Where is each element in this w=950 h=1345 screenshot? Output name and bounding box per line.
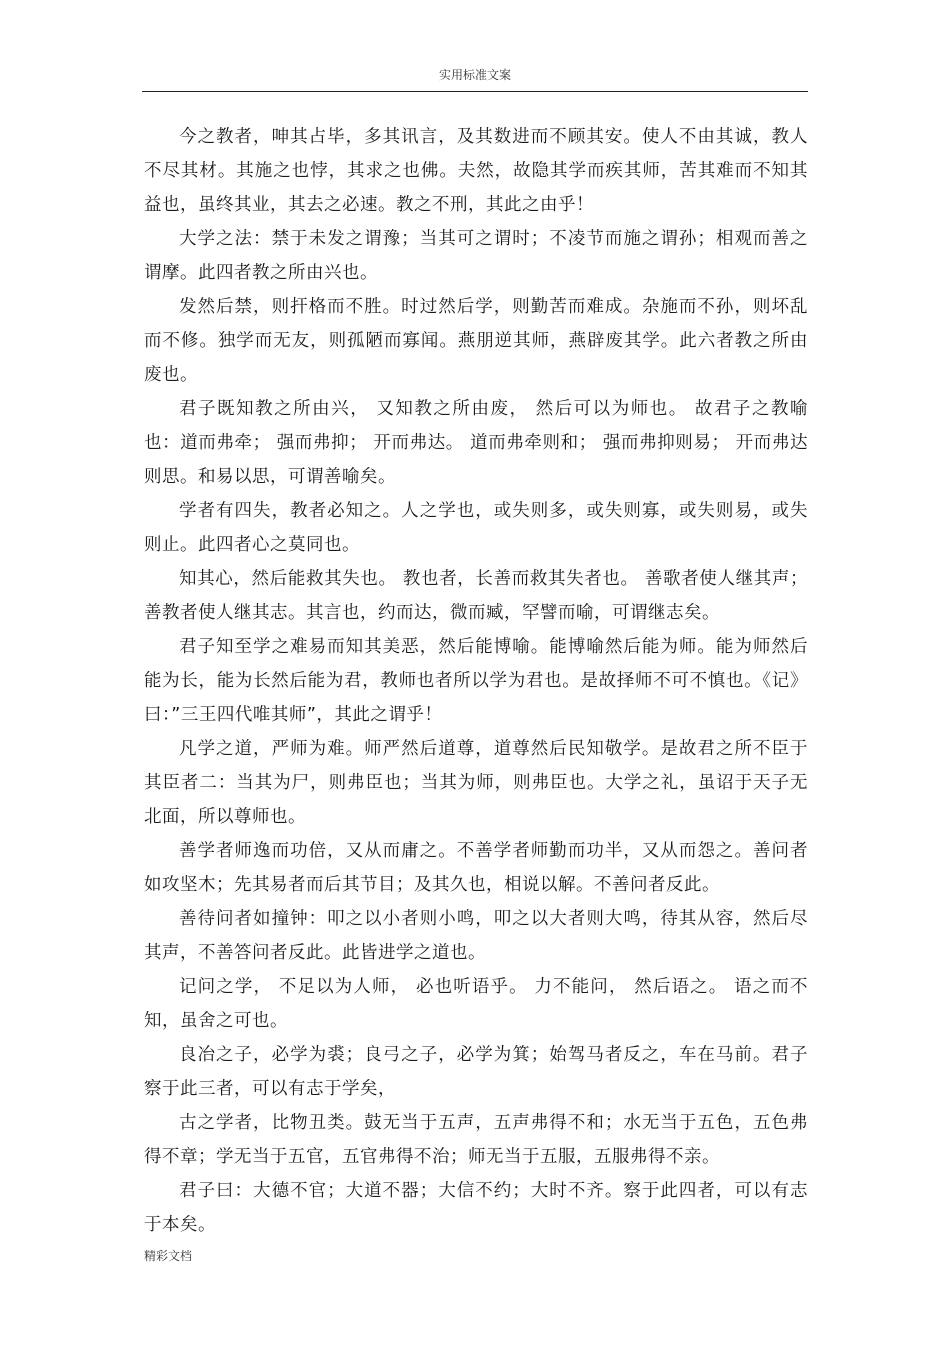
document-body [144,120,808,1242]
paragraph: 善待问者如撞钟：叩之以小者则小鸣，叩之以大者则大鸣，待其从容，然后尽其声，不善答问者反此。此皆进学之道也。 [144,909,808,963]
paragraph: 善学者师逸而功倍，又从而庸之。不善学者师勤而功半，又从而怨之。善问者如攻坚木；先其易者而后其节目；及其久也，相说以解。不善问者反此。 [144,841,808,895]
paragraph: 君子既知教之所由兴， 又知教之所由废， 然后可以为师也。 故君子之教喻也：道而弗牵； 强而弗抑； 开而弗达。 道而弗牵则和； 强而弗抑则易； 开而弗达则思。和易以思，可谓善喻矣。 [144,399,808,487]
header-divider [142,91,808,92]
paragraph: 大学之法：禁于未发之谓豫；当其可之谓时；不凌节而施之谓孙；相观而善之谓摩。此四者教之所由兴也。 [144,229,808,283]
paragraph: 记问之学， 不足以为人师， 必也听语乎。 力不能问， 然后语之。 语之而不知，虽舍之可也。 [144,977,808,1031]
paragraph: 学者有四失，教者必知之。人之学也，或失则多，或失则寡，或失则易，或失则止。此四者心之莫同也。 [144,501,808,555]
paragraph: 发然后禁，则扞格而不胜。时过然后学，则勤苦而难成。杂施而不孙，则坏乱而不修。独学而无友，则孤陋而寡闻。燕朋逆其师，燕辟废其学。此六者教之所由废也。 [144,297,808,385]
paragraph: 知其心，然后能救其失也。 教也者，长善而救其失者也。 善歌者使人继其声；善教者使人继其志。其言也，约而达，微而臧，罕譬而喻，可谓继志矣。 [144,569,808,623]
paragraph: 凡学之道，严师为难。师严然后道尊，道尊然后民知敬学。是故君之所不臣于其臣者二：当其为尸，则弗臣也；当其为师，则弗臣也。大学之礼，虽诏于天子无北面，所以尊师也。 [144,739,808,827]
paragraph: 今之教者，呻其占毕，多其讯言，及其数进而不顾其安。使人不由其诚，教人不尽其材。其施之也悖，其求之也佛。夫然，故隐其学而疾其师，苦其难而不知其益也，虽终其业，其去之必速。教之不刑，其此之由乎！ [144,127,808,215]
paragraph: 古之学者，比物丑类。鼓无当于五声，五声弗得不和；水无当于五色，五色弗得不章；学无当于五官，五官弗得不治；师无当于五服，五服弗得不亲。 [144,1113,808,1167]
paragraph: 君子曰：大德不官；大道不器；大信不约；大时不齐。察于此四者，可以有志于本矣。 [144,1181,808,1235]
page-header: 实用标准文案 [438,68,511,82]
page-footer: 精彩文档 [144,1249,193,1263]
paragraph: 良冶之子，必学为裘；良弓之子，必学为箕；始驾马者反之，车在马前。君子察于此三者，可以有志于学矣， [144,1045,808,1099]
paragraph: 君子知至学之难易而知其美恶，然后能博喻。能博喻然后能为师。能为师然后能为长，能为长然后能为君，教师也者所以学为君也。是故择师不可不慎也。《记》曰：”三王四代唯其师”，其此之谓乎！ [144,637,808,725]
